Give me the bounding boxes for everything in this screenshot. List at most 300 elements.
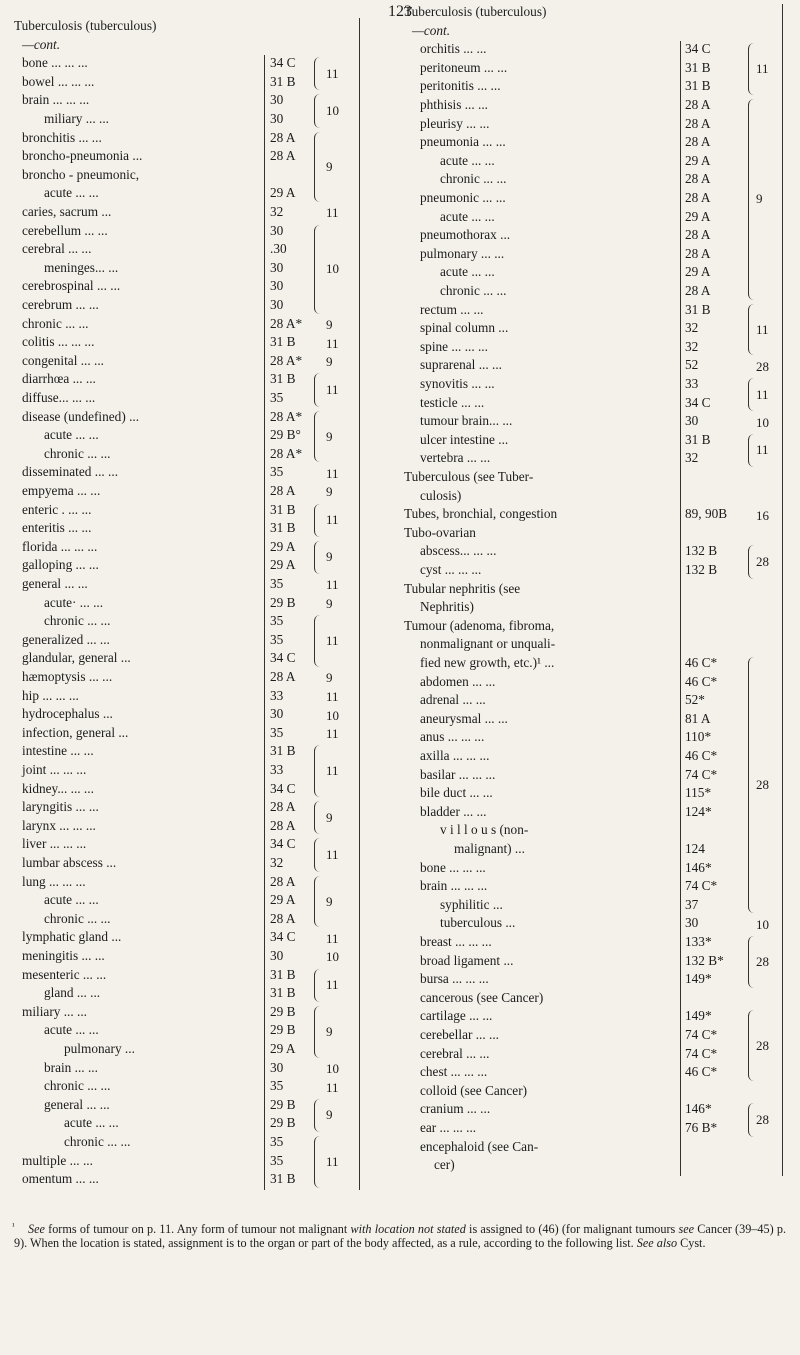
entry-label: diffuse... ... ...: [22, 390, 96, 405]
index-entry: [404, 171, 782, 187]
entry-reference: 30: [270, 259, 284, 275]
index-entry: [14, 278, 379, 294]
group-number: 11: [326, 977, 339, 993]
index-entry: [404, 971, 782, 987]
group-number: 9: [326, 316, 333, 332]
entry-label: laryngitis ... ...: [22, 799, 99, 815]
group-number: 9: [756, 191, 763, 207]
entry-label: hip ... ... ...: [22, 687, 79, 703]
group-brace: [314, 838, 320, 871]
group-brace: [748, 99, 754, 300]
entry-reference: 31 B: [270, 371, 296, 387]
entry-reference: 30: [270, 222, 284, 238]
entry-label: bursa ... ... ...: [420, 971, 489, 987]
index-entry: [404, 60, 782, 76]
entry-label: Tubes, bronchial, congestion: [404, 506, 558, 522]
entry-reference: 32: [270, 855, 284, 870]
index-entry: [14, 1041, 379, 1057]
entry-label: bronchitis ... ...: [22, 129, 102, 145]
index-entry: [404, 674, 782, 690]
entry-reference: 46 C*: [685, 748, 718, 763]
index-entry: [404, 767, 782, 783]
entry-label: disease (undefined) ...: [22, 408, 140, 424]
column-rule: [782, 4, 783, 1176]
entry-label: v i l l o u s (non-: [440, 822, 529, 838]
entry-label: cartilage ... ...: [420, 1008, 493, 1024]
entry-label: Tuberculosis (tuberculous): [14, 18, 157, 33]
index-entry: [404, 488, 782, 504]
entry-reference: 132 B: [685, 562, 718, 577]
entry-reference: 124*: [685, 803, 712, 819]
entry-label: lumbar abscess ...: [22, 855, 117, 870]
entry-reference: 124: [685, 841, 705, 856]
entry-reference: 28 A*: [270, 408, 303, 424]
index-entry: [14, 390, 379, 406]
index-entry: [404, 246, 782, 262]
entry-label: culosis): [420, 487, 462, 503]
index-entry: [404, 190, 782, 206]
index-entry: [404, 1139, 782, 1155]
entry-label: omentum ... ...: [22, 1171, 99, 1187]
index-entry: [14, 874, 379, 890]
entry-label: general ... ...: [22, 576, 88, 591]
index-entry: [14, 185, 379, 201]
group-brace: [314, 745, 320, 797]
index-entry: [14, 464, 379, 480]
entry-label: acute ... ...: [44, 427, 99, 443]
index-entry: [404, 860, 782, 876]
entry-label: adrenal ... ...: [420, 692, 486, 708]
entry-label: gland ... ...: [44, 985, 101, 1001]
index-entry: [404, 711, 782, 727]
group-number: 11: [326, 205, 339, 221]
index-entry: [404, 990, 782, 1006]
group-number: 28: [756, 358, 769, 374]
group-brace: [314, 1099, 320, 1132]
entry-label: generalized ... ...: [22, 631, 110, 647]
entry-label: diarrhœa ... ...: [22, 371, 96, 387]
index-entry: [14, 111, 379, 127]
entry-label: acute ... ...: [440, 208, 495, 224]
entry-label: synovitis ... ...: [420, 376, 495, 391]
entry-label: phthisis ... ...: [420, 97, 488, 112]
index-entry: [14, 409, 379, 425]
entry-reference: 37: [685, 896, 699, 912]
entry-label: larynx ... ... ...: [22, 817, 96, 833]
entry-label: acute ... ...: [440, 264, 495, 280]
entry-reference: 31 B: [270, 501, 296, 517]
entry-label: Tuberculous (see Tuber-: [404, 469, 534, 484]
index-entry: [404, 748, 782, 764]
index-entry: [404, 953, 782, 969]
index-entry: [404, 934, 782, 950]
index-entry: [14, 92, 379, 108]
index-entry: [404, 1064, 782, 1080]
entry-reference: 31 B: [685, 431, 711, 447]
group-number: 11: [326, 465, 339, 481]
index-entry: [404, 1027, 782, 1043]
entry-label: cerebral ... ...: [420, 1045, 490, 1061]
entry-reference: 133*: [685, 934, 712, 949]
index-entry: [14, 929, 379, 945]
column-rule: [359, 18, 360, 1190]
entry-reference: 28 A*: [270, 445, 303, 461]
index-entry: [404, 23, 782, 39]
entry-reference: 28 A: [685, 283, 711, 298]
group-number: 11: [326, 512, 339, 528]
entry-reference: 34 C: [270, 929, 296, 945]
entry-label: aneurysmal ... ...: [420, 710, 508, 726]
group-brace: [314, 132, 320, 202]
group-number: 9: [326, 809, 333, 825]
index-entry: [14, 1153, 379, 1169]
index-entry: [14, 892, 379, 908]
entry-reference: 30: [270, 1059, 284, 1075]
entry-reference: 28 A: [270, 817, 296, 833]
entry-reference: 31 B: [270, 985, 296, 1001]
entry-label: Tubular nephritis (see: [404, 580, 521, 596]
entry-reference: 29 A: [270, 538, 296, 554]
entry-label: broncho-pneumonia ...: [22, 148, 143, 164]
entry-reference: 52: [685, 357, 699, 373]
entry-reference: 28 A: [685, 171, 711, 187]
entry-reference: 31 B: [270, 73, 296, 89]
group-brace: [748, 1103, 754, 1136]
index-entry: [14, 427, 379, 443]
entry-label: cerebellar ... ...: [420, 1027, 499, 1042]
group-number: 11: [326, 763, 339, 779]
group-number: 11: [756, 386, 769, 402]
entry-label: lung ... ... ...: [22, 873, 86, 889]
index-entry: [14, 781, 379, 797]
entry-reference: 29 B: [270, 1115, 296, 1131]
entry-label: enteritis ... ...: [22, 520, 92, 536]
group-number: 9: [326, 595, 333, 611]
index-entry: [14, 148, 379, 164]
entry-label: vertebra ... ...: [420, 450, 491, 466]
entry-label: suprarenal ... ...: [420, 357, 502, 373]
index-entry: [14, 55, 379, 71]
index-entry: [14, 595, 379, 611]
entry-reference: 34 C: [685, 41, 711, 57]
entry-label: ear ... ... ...: [420, 1120, 477, 1135]
entry-reference: 31 B: [270, 334, 296, 350]
footnote-text: See forms of tumour on p. 11. Any form of tumour not malignant with location not stated is assigned to (46) (for malignant tumours see Cancer (39–45) p. 9). When the location is stated, assignment is to the organ or part of the body affected, as a rule, according to the following list. See also Cyst.: [14, 1222, 787, 1250]
group-number: 9: [326, 893, 333, 909]
entry-reference: 29 A: [270, 892, 296, 908]
index-entry: [404, 1101, 782, 1117]
index-entry: [14, 539, 379, 555]
entry-label: bone ... ... ...: [420, 859, 486, 875]
group-number: 9: [326, 1107, 333, 1123]
entry-label: colloid (see Cancer): [420, 1082, 528, 1098]
entry-reference: 35: [270, 576, 284, 591]
index-entry: [14, 762, 379, 778]
entry-label: bowel ... ... ...: [22, 73, 95, 89]
entry-reference: 35: [270, 1152, 284, 1168]
entry-label: congenital ... ...: [22, 352, 104, 368]
entry-label: —cont.: [412, 22, 451, 38]
entry-reference: 46 C*: [685, 673, 718, 689]
group-brace: [314, 1006, 320, 1058]
group-brace: [314, 801, 320, 834]
entry-label: galloping ... ...: [22, 557, 99, 573]
index-entry: [404, 4, 782, 20]
entry-label: cerebral ... ...: [22, 241, 92, 257]
group-brace: [314, 504, 320, 537]
entry-reference: 35: [270, 464, 284, 480]
entry-reference: 29 B: [270, 594, 296, 610]
entry-label: bladder ... ...: [420, 803, 487, 819]
column-rule: [264, 55, 265, 1190]
index-entry: [14, 1078, 379, 1094]
entry-label: pneumonic ... ...: [420, 190, 506, 205]
page-number: 123: [388, 3, 412, 20]
group-number: 11: [326, 335, 339, 351]
group-number: 11: [756, 321, 769, 337]
entry-label: hæmoptysis ... ...: [22, 669, 113, 684]
index-entry: [404, 78, 782, 94]
entry-label: general ... ...: [44, 1096, 110, 1112]
entry-reference: 31 B: [685, 301, 711, 317]
entry-label: abscess... ... ...: [420, 543, 497, 559]
entry-label: testicle ... ...: [420, 394, 485, 410]
entry-reference: 31 B: [270, 1171, 296, 1187]
entry-label: florida ... ... ...: [22, 538, 98, 554]
entry-reference: 29 A: [270, 185, 296, 201]
entry-label: chronic ... ...: [44, 1078, 111, 1094]
index-entry: [14, 446, 379, 462]
entry-label: infection, general ...: [22, 724, 129, 740]
entry-reference: 28 A: [270, 129, 296, 145]
entry-reference: 29 A: [270, 557, 296, 573]
group-brace: [748, 378, 754, 411]
group-number: 10: [756, 916, 769, 932]
entry-reference: 52*: [685, 692, 705, 708]
entry-label: acute ... ...: [64, 1115, 119, 1131]
index-entry: [14, 855, 379, 871]
index-entry: [404, 264, 782, 280]
entry-reference: 46 C*: [685, 1064, 718, 1080]
entry-reference: 28 A: [270, 669, 296, 684]
entry-label: multiple ... ...: [22, 1152, 93, 1168]
entry-label: chest ... ... ...: [420, 1064, 488, 1080]
index-entry: [14, 130, 379, 146]
index-entry: [14, 688, 379, 704]
group-number: 9: [326, 354, 333, 370]
entry-reference: 28 A*: [270, 315, 303, 331]
entry-reference: 33: [685, 376, 699, 391]
entry-reference: 29 B: [270, 1096, 296, 1112]
entry-label: bone ... ... ...: [22, 55, 88, 71]
group-brace: [314, 615, 320, 667]
entry-reference: 31 B: [685, 78, 711, 94]
entry-label: cyst ... ... ...: [420, 562, 482, 577]
group-number: 9: [326, 428, 333, 444]
index-entry: [404, 227, 782, 243]
index-entry: [14, 18, 379, 34]
group-number: 11: [756, 61, 769, 77]
entry-reference: 30: [270, 278, 284, 294]
entry-reference: 35: [270, 390, 284, 405]
entry-label: colitis ... ... ...: [22, 334, 95, 350]
entry-label: cer): [434, 1157, 455, 1173]
entry-reference: 115*: [685, 785, 712, 801]
index-entry: [404, 432, 782, 448]
entry-label: pleurisy ... ...: [420, 115, 490, 131]
index-entry: [14, 725, 379, 741]
group-number: 28: [756, 554, 769, 569]
index-entry: [14, 1134, 379, 1150]
entry-reference: 81 A: [685, 710, 711, 726]
entry-reference: 110*: [685, 729, 712, 745]
entry-label: peritonitis ... ...: [420, 78, 501, 94]
entry-label: miliary ... ...: [44, 111, 109, 126]
index-entry: [404, 655, 782, 671]
index-entry: [14, 706, 379, 722]
index-entry: [14, 204, 379, 220]
index-entry: [14, 1022, 379, 1038]
entry-reference: 28 A: [270, 799, 296, 815]
index-entry: [14, 613, 379, 629]
group-brace: [314, 1136, 320, 1188]
entry-reference: 30: [270, 948, 284, 963]
group-number: 11: [756, 442, 769, 458]
entry-reference: 46 C*: [685, 655, 718, 670]
group-number: 10: [326, 103, 339, 118]
entry-reference: 34 C: [270, 780, 296, 796]
entry-reference: 132 B: [685, 543, 718, 559]
entry-label: intestine ... ...: [22, 743, 94, 759]
entry-reference: 30: [270, 297, 284, 312]
index-entry: [14, 948, 379, 964]
index-entry: [404, 692, 782, 708]
index-entry: [404, 413, 782, 429]
entry-label: glandular, general ...: [22, 650, 131, 666]
footnote-marker: ¹: [12, 1221, 15, 1231]
index-entry: [14, 1171, 379, 1187]
entry-label: pulmonary ... ...: [420, 245, 505, 261]
index-entry: [404, 915, 782, 931]
entry-label: acute· ... ...: [44, 594, 104, 610]
entry-label: malignant) ...: [454, 841, 525, 856]
entry-label: axilla ... ... ...: [420, 748, 490, 763]
group-number: 10: [326, 707, 339, 723]
index-entry: [404, 729, 782, 745]
index-entry: [404, 395, 782, 411]
group-brace: [748, 43, 754, 95]
index-entry: [14, 223, 379, 239]
index-entry: [14, 167, 379, 183]
group-number: 11: [326, 65, 339, 81]
index-entry: [14, 502, 379, 518]
group-brace: [314, 969, 320, 1002]
group-number: 10: [326, 261, 339, 277]
group-number: 9: [326, 158, 333, 174]
entry-reference: 31 B: [685, 59, 711, 75]
entry-label: chronic ... ...: [22, 315, 89, 331]
entry-label: syphilitic ...: [440, 896, 503, 912]
index-entry: [404, 357, 782, 373]
entry-reference: 33: [270, 762, 284, 777]
entry-reference: 32: [685, 320, 699, 336]
index-entry: [404, 822, 782, 838]
entry-reference: 132 B*: [685, 952, 724, 968]
entry-reference: 28 A: [270, 910, 296, 926]
entry-label: lymphatic gland ...: [22, 929, 122, 945]
entry-label: anus ... ... ...: [420, 729, 485, 745]
index-entry: [404, 134, 782, 150]
index-entry: [404, 1083, 782, 1099]
index-entry: [14, 260, 379, 276]
entry-label: disseminated ... ...: [22, 464, 119, 480]
index-entry: [404, 599, 782, 615]
entry-label: liver ... ... ...: [22, 836, 87, 852]
index-entry: [404, 1008, 782, 1024]
index-entry: [14, 1004, 379, 1020]
entry-reference: 30: [685, 915, 699, 931]
group-number: 16: [756, 507, 769, 523]
entry-label: brain ... ... ...: [22, 92, 90, 108]
group-number: 9: [326, 1023, 333, 1039]
group-number: 28: [756, 1037, 769, 1053]
entry-reference: 76 B*: [685, 1120, 718, 1135]
entry-label: acute ... ...: [440, 152, 495, 168]
index-entry: [404, 525, 782, 541]
entry-reference: 28 A: [685, 115, 711, 131]
entry-label: pneumothorax ...: [420, 227, 511, 243]
entry-label: orchitis ... ...: [420, 41, 487, 57]
entry-label: broad ligament ...: [420, 952, 514, 968]
group-number: 10: [326, 949, 339, 965]
entry-reference: 31 B: [270, 743, 296, 759]
entry-label: hydrocephalus ...: [22, 706, 113, 722]
entry-reference: 29 A: [685, 264, 711, 280]
entry-reference: 35: [270, 724, 284, 740]
entry-label: ulcer intestine ...: [420, 431, 509, 447]
column-rule: [680, 41, 681, 1176]
entry-reference: 149*: [685, 971, 712, 987]
entry-label: mesenteric ... ...: [22, 966, 107, 982]
entry-label: Tubo-ovarian: [404, 524, 476, 540]
group-number: 9: [326, 484, 333, 500]
group-number: 10: [326, 1060, 339, 1076]
entry-label: caries, sacrum ...: [22, 204, 112, 219]
index-entry: [14, 353, 379, 369]
index-entry: [14, 818, 379, 834]
entry-reference: 74 C*: [685, 1045, 718, 1061]
entry-label: nonmalignant or unquali-: [420, 636, 556, 652]
group-number: 10: [756, 414, 769, 430]
index-entry: [14, 1097, 379, 1113]
index-entry: [404, 302, 782, 318]
footnote: [14, 1222, 786, 1250]
index-entry: [404, 116, 782, 132]
entry-reference: 146*: [685, 859, 712, 875]
entry-reference: 32: [685, 338, 699, 354]
entry-label: meningitis ... ...: [22, 948, 105, 963]
entry-label: meninges... ...: [44, 259, 119, 275]
index-entry: [14, 743, 379, 759]
entry-reference: 28 A: [685, 227, 711, 243]
index-entry: [14, 836, 379, 852]
index-entry: [404, 581, 782, 597]
entry-label: chronic ... ...: [440, 283, 507, 298]
entry-reference: 30: [270, 92, 284, 108]
entry-label: cranium ... ...: [420, 1101, 491, 1117]
entry-label: kidney... ... ...: [22, 780, 94, 796]
entry-reference: 28 A*: [270, 352, 303, 368]
